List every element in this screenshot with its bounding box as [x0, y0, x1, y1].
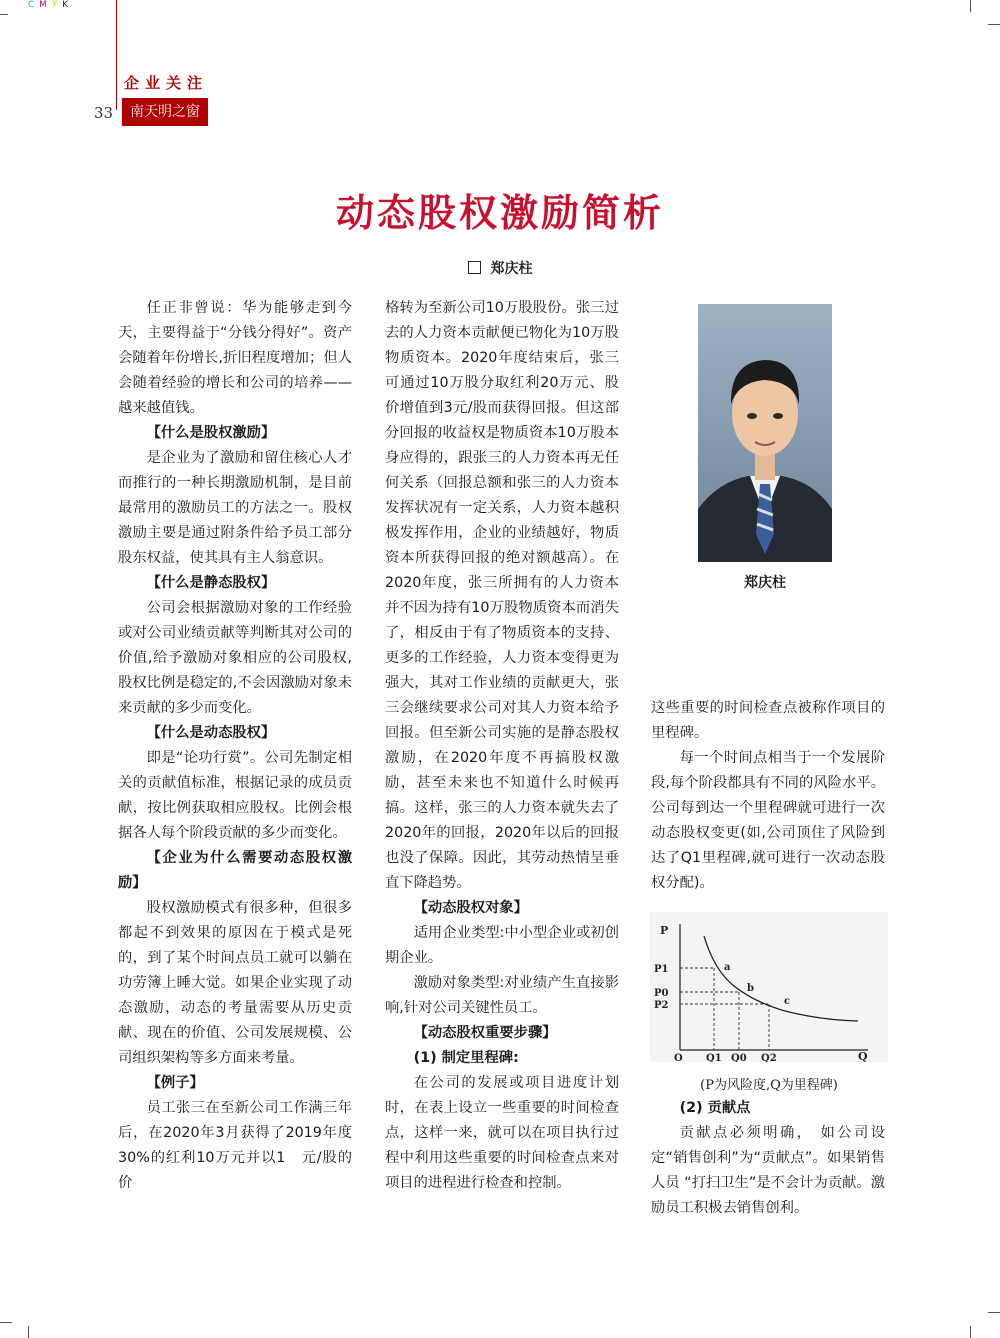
cmyk-k: K [62, 0, 70, 10]
chart-caption: (P为风险度,Q为里程碑) [700, 1078, 838, 1093]
text-column-1 [118, 296, 352, 1196]
text-column-3 [651, 696, 885, 896]
subheading: 【什么是股权激励】 [146, 425, 276, 441]
square-icon [468, 261, 481, 274]
paragraph: 这些重要的时间检查点被称作项目的里程碑。 [651, 700, 885, 741]
crop-mark [970, 1326, 971, 1338]
y-tick-label: P0 [654, 988, 669, 999]
subheading: 【什么是动态股权】 [146, 725, 276, 741]
author-photo [698, 304, 832, 562]
subheading: 【例子】 [146, 1075, 204, 1091]
paragraph: 公司会根据激励对象的工作经验或对公司业绩贡献等判断其对公司的价值,给予激励对象相应的公司股权,股权比例是稳定的,不会因激励对象未来贡献的多少而变化。 [118, 600, 352, 716]
crop-mark [988, 24, 1000, 25]
section-title: 企业关注 [124, 74, 209, 92]
subheading: (1) 制定里程碑: [413, 1050, 519, 1066]
x-tick-label: Q2 [761, 1053, 777, 1062]
subheading: 【企业为什么需要动态股权激励】 [118, 850, 352, 891]
cmyk-color-bar [28, 0, 69, 10]
crop-mark [28, 1326, 29, 1338]
text-column-3-lower [651, 1096, 885, 1221]
y-axis-label: P [660, 924, 669, 937]
author-name: 郑庆柱 [490, 261, 533, 277]
page-number: 33 [94, 104, 114, 122]
x-axis-label: Q [858, 1050, 868, 1062]
paragraph: 员工张三在至新公司工作满三年后，在2020年3月获得了2019年度30%的红利10万元并以1 元/股的价 [118, 1100, 352, 1191]
paragraph: 激励对象类型:对业绩产生直接影响,针对公司关键性员工。 [385, 975, 619, 1016]
risk-milestone-chart [650, 912, 888, 1062]
x-tick-label: O [674, 1053, 683, 1062]
paragraph: 适用企业类型:中小型企业或初创期企业。 [385, 925, 619, 966]
paragraph: 即是“论功行赏”。公司先制定相关的贡献值标准，根据记录的成员贡献，按比例获取相应股权。比例会根据各人每个阶段贡献的多少而变化。 [118, 750, 352, 841]
portrait-image [698, 304, 832, 562]
x-tick-label: Q0 [731, 1053, 747, 1062]
crop-mark [988, 1312, 1000, 1313]
cmyk-c: C [28, 0, 36, 10]
author-line [0, 258, 1000, 278]
paragraph: 在公司的发展或项目进度计划时，在表上设立一些重要的时间检查点，这样一来，就可以在项目执行过程中利用这些重要的时间检查点来对项目的进程进行检查和控制。 [385, 1075, 619, 1191]
subheading: 【什么是静态股权】 [146, 575, 276, 591]
column-tag: 南天明之窗 [122, 98, 208, 126]
paragraph: 格转为至新公司10万股股份。张三过去的人力资本贡献便已物化为10万股物质资本。2020年度结束后，张三可通过10万股分取红利20万元、股价增值到3元/股而获得回报。但这部分回报的收益权是物质资本10万股本身应得的，跟张三的人力资本再无任何关系（回报总额和张三的人力资本发挥状况有一定关系，人力资本越积极发挥作用，企业的业绩越好，物质资本所获得回报的绝对额越高）。在2020年度，张三所拥有的人力资本并不因为持有10万股物质资本而消失了，相反由于有了物质资本的支持、更多的工作经验，人力资本变得更为强大，其对工作业绩的贡献更大，张三会继续要求公司对其人力资本给予回报。但至新公司实施的是静态股权激励，在2020年度不再搞股权激励，甚至未来也不知道什么时候再搞。这样，张三的人力资本就失去了2020年的回报，2020年以后的回报也没了保障。因此，其劳动热情呈垂直下降趋势。 [385, 300, 619, 891]
point-label: c [784, 996, 791, 1007]
point-label: a [724, 962, 731, 973]
crop-mark [0, 14, 8, 15]
subheading: (2) 贡献点 [679, 1100, 751, 1116]
paragraph: 是企业为了激励和留住核心人才而推行的一种长期激励机制，是目前最常用的激励员工的方法之一。股权激励主要是通过附条件给予员工部分股东权益，使其具有主人翁意识。 [118, 450, 352, 566]
subheading: 【动态股权重要步骤】 [413, 1025, 557, 1041]
crop-mark [0, 1322, 12, 1323]
text-column-2 [385, 296, 619, 1196]
y-tick-label: P2 [654, 1000, 669, 1011]
risk-curve [704, 936, 858, 1021]
paragraph: 任正非曾说：华为能够走到今天，主要得益于“分钱分得好”。资产会随着年份增长,折旧程度增加；但人会随着经验的增长和公司的培养——越来越值钱。 [118, 300, 352, 416]
paragraph: 股权激励模式有很多种，但很多都起不到效果的原因在于模式是死的，到了某个时间点员工就可以躺在功劳簿上睡大觉。如果企业实现了动态激励，动态的考量需要从历史贡献、现在的价值、公司发展规模、公司组织架构等多方面来考量。 [118, 900, 352, 1066]
cmyk-m: M [39, 0, 48, 10]
x-tick-label: Q1 [706, 1053, 722, 1062]
y-tick-label: P1 [654, 964, 669, 975]
paragraph: 贡献点必须明确， 如公司设定“销售创利”为“贡献点”。如果销售人员 “打扫卫生”是不会计为贡献。激励员工积极去销售创利。 [651, 1125, 885, 1216]
subheading: 【动态股权对象】 [413, 900, 528, 916]
article-title: 动态股权激励简析 [335, 191, 664, 235]
photo-caption: 郑庆柱 [744, 575, 786, 591]
crop-mark [970, 0, 971, 12]
chart-svg [650, 912, 888, 1062]
paragraph: 每一个时间点相当于一个发展阶段,每个阶段都具有不同的风险水平。公司每到达一个里程碑就可进行一次动态股权变更(如,公司顶住了风险到达了Q1里程碑,就可进行一次动态股权分配)。 [651, 750, 885, 891]
header-rule [116, 0, 117, 110]
cmyk-y: Y [51, 0, 59, 10]
point-label: b [747, 983, 754, 994]
